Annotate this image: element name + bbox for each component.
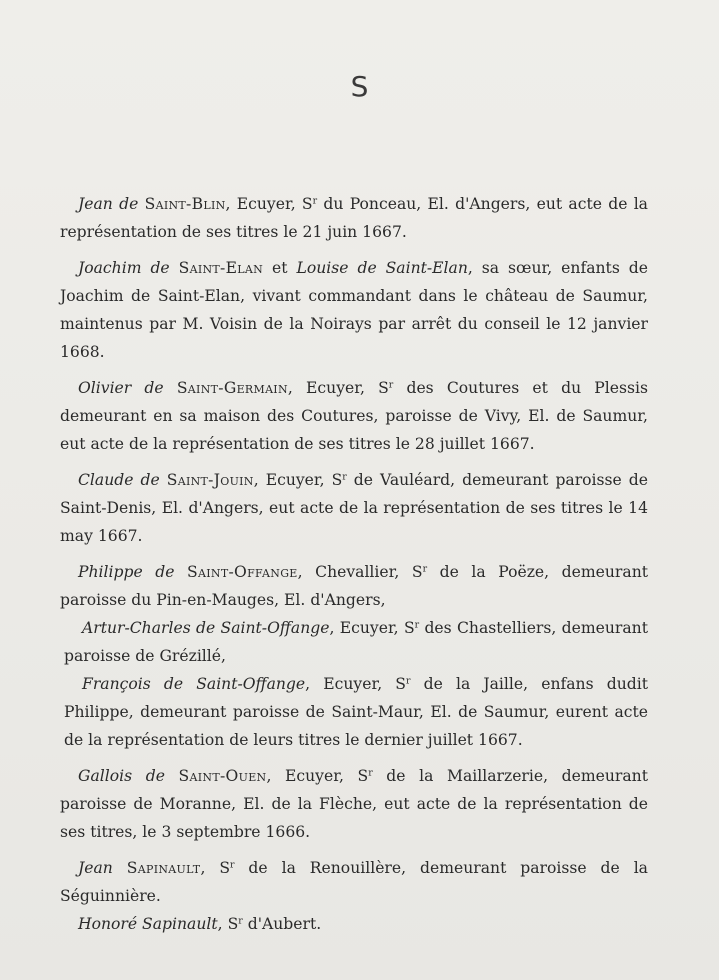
entry-saint-blin: Jean de Saint-Blin, Ecuyer, $S^r$ du Ponceau, El. d'Angers, eut acte de la représentation de ses titres le 21 juin 1667.: [60, 195, 648, 241]
entry-honore-sapinault: Honoré Sapinault, $S^r$ d'Aubert.: [78, 915, 322, 933]
entry-saint-elan: Joachim de Saint-Elan et Louise de Saint-Elan, sa sœur, enfants de Joachim de Saint-Elan, vivant commandant dans le château de Saumur, maintenus par M. Voisin de la Noirays par arrêt du conseil le 12 janvier 1668.: [60, 259, 648, 361]
entry-jean-sapinault: Jean Sapinault, $S^r$ de la Renouillère, demeurant paroisse de la Séguinnière.: [60, 859, 648, 905]
entry-saint-germain: Olivier de Saint-Germain, Ecuyer, $S^r$ des Coutures et du Plessis demeurant en sa maison des Coutures, paroisse de Vivy, El. de Saumur, eut acte de la représentation de ses titres le 28 juillet 1667.: [60, 379, 648, 453]
entry-francois: François de Saint-Offange, Ecuyer, $S^r$ de la Jaille, enfans dudit Philippe, demeurant paroisse de Saint-Maur, El. de Saumur, eurent acte de la représentation de leurs titres le dernier juillet 1667.: [64, 675, 649, 749]
entries-list: [60, 190, 648, 946]
entry-saint-jouin: Claude de Saint-Jouin, Ecuyer, $S^r$ de Vauléard, demeurant paroisse de Saint-Denis, El. d'Angers, eut acte de la représentation de ses titres le 14 may 1667.: [60, 471, 649, 545]
section-letter-heading: S: [350, 70, 369, 103]
entry-saint-ouen: Gallois de Saint-Ouen, Ecuyer, $S^r$ de la Maillarzerie, demeurant paroisse de Moranne, El. de la Flèche, eut acte de la représentation de ses titres, le 3 septembre 1666.: [60, 767, 648, 841]
entry-saint-offange: Philippe de Saint-Offange, Chevallier, $S^r$ de la Poëze, demeurant paroisse du Pin-en-Mauges, El. d'Angers, Artur-Charles de Saint-Offange, Ecuyer, $S^r$ des Chastelliers, demeurant paroisse de Grézillé, François de Saint-Offange, Ecuyer, $S^r$ de la Jaille, enfans dudit Philippe, demeurant paroisse de Saint-Maur, El. de Saumur, eurent acte de la représentation de leurs titres le dernier juillet 1667.: [60, 558, 648, 754]
entry-artur-charles: Artur-Charles de Saint-Offange, Ecuyer, $S^r$ des Chastelliers, demeurant paroisse de Grézillé,: [64, 619, 648, 665]
